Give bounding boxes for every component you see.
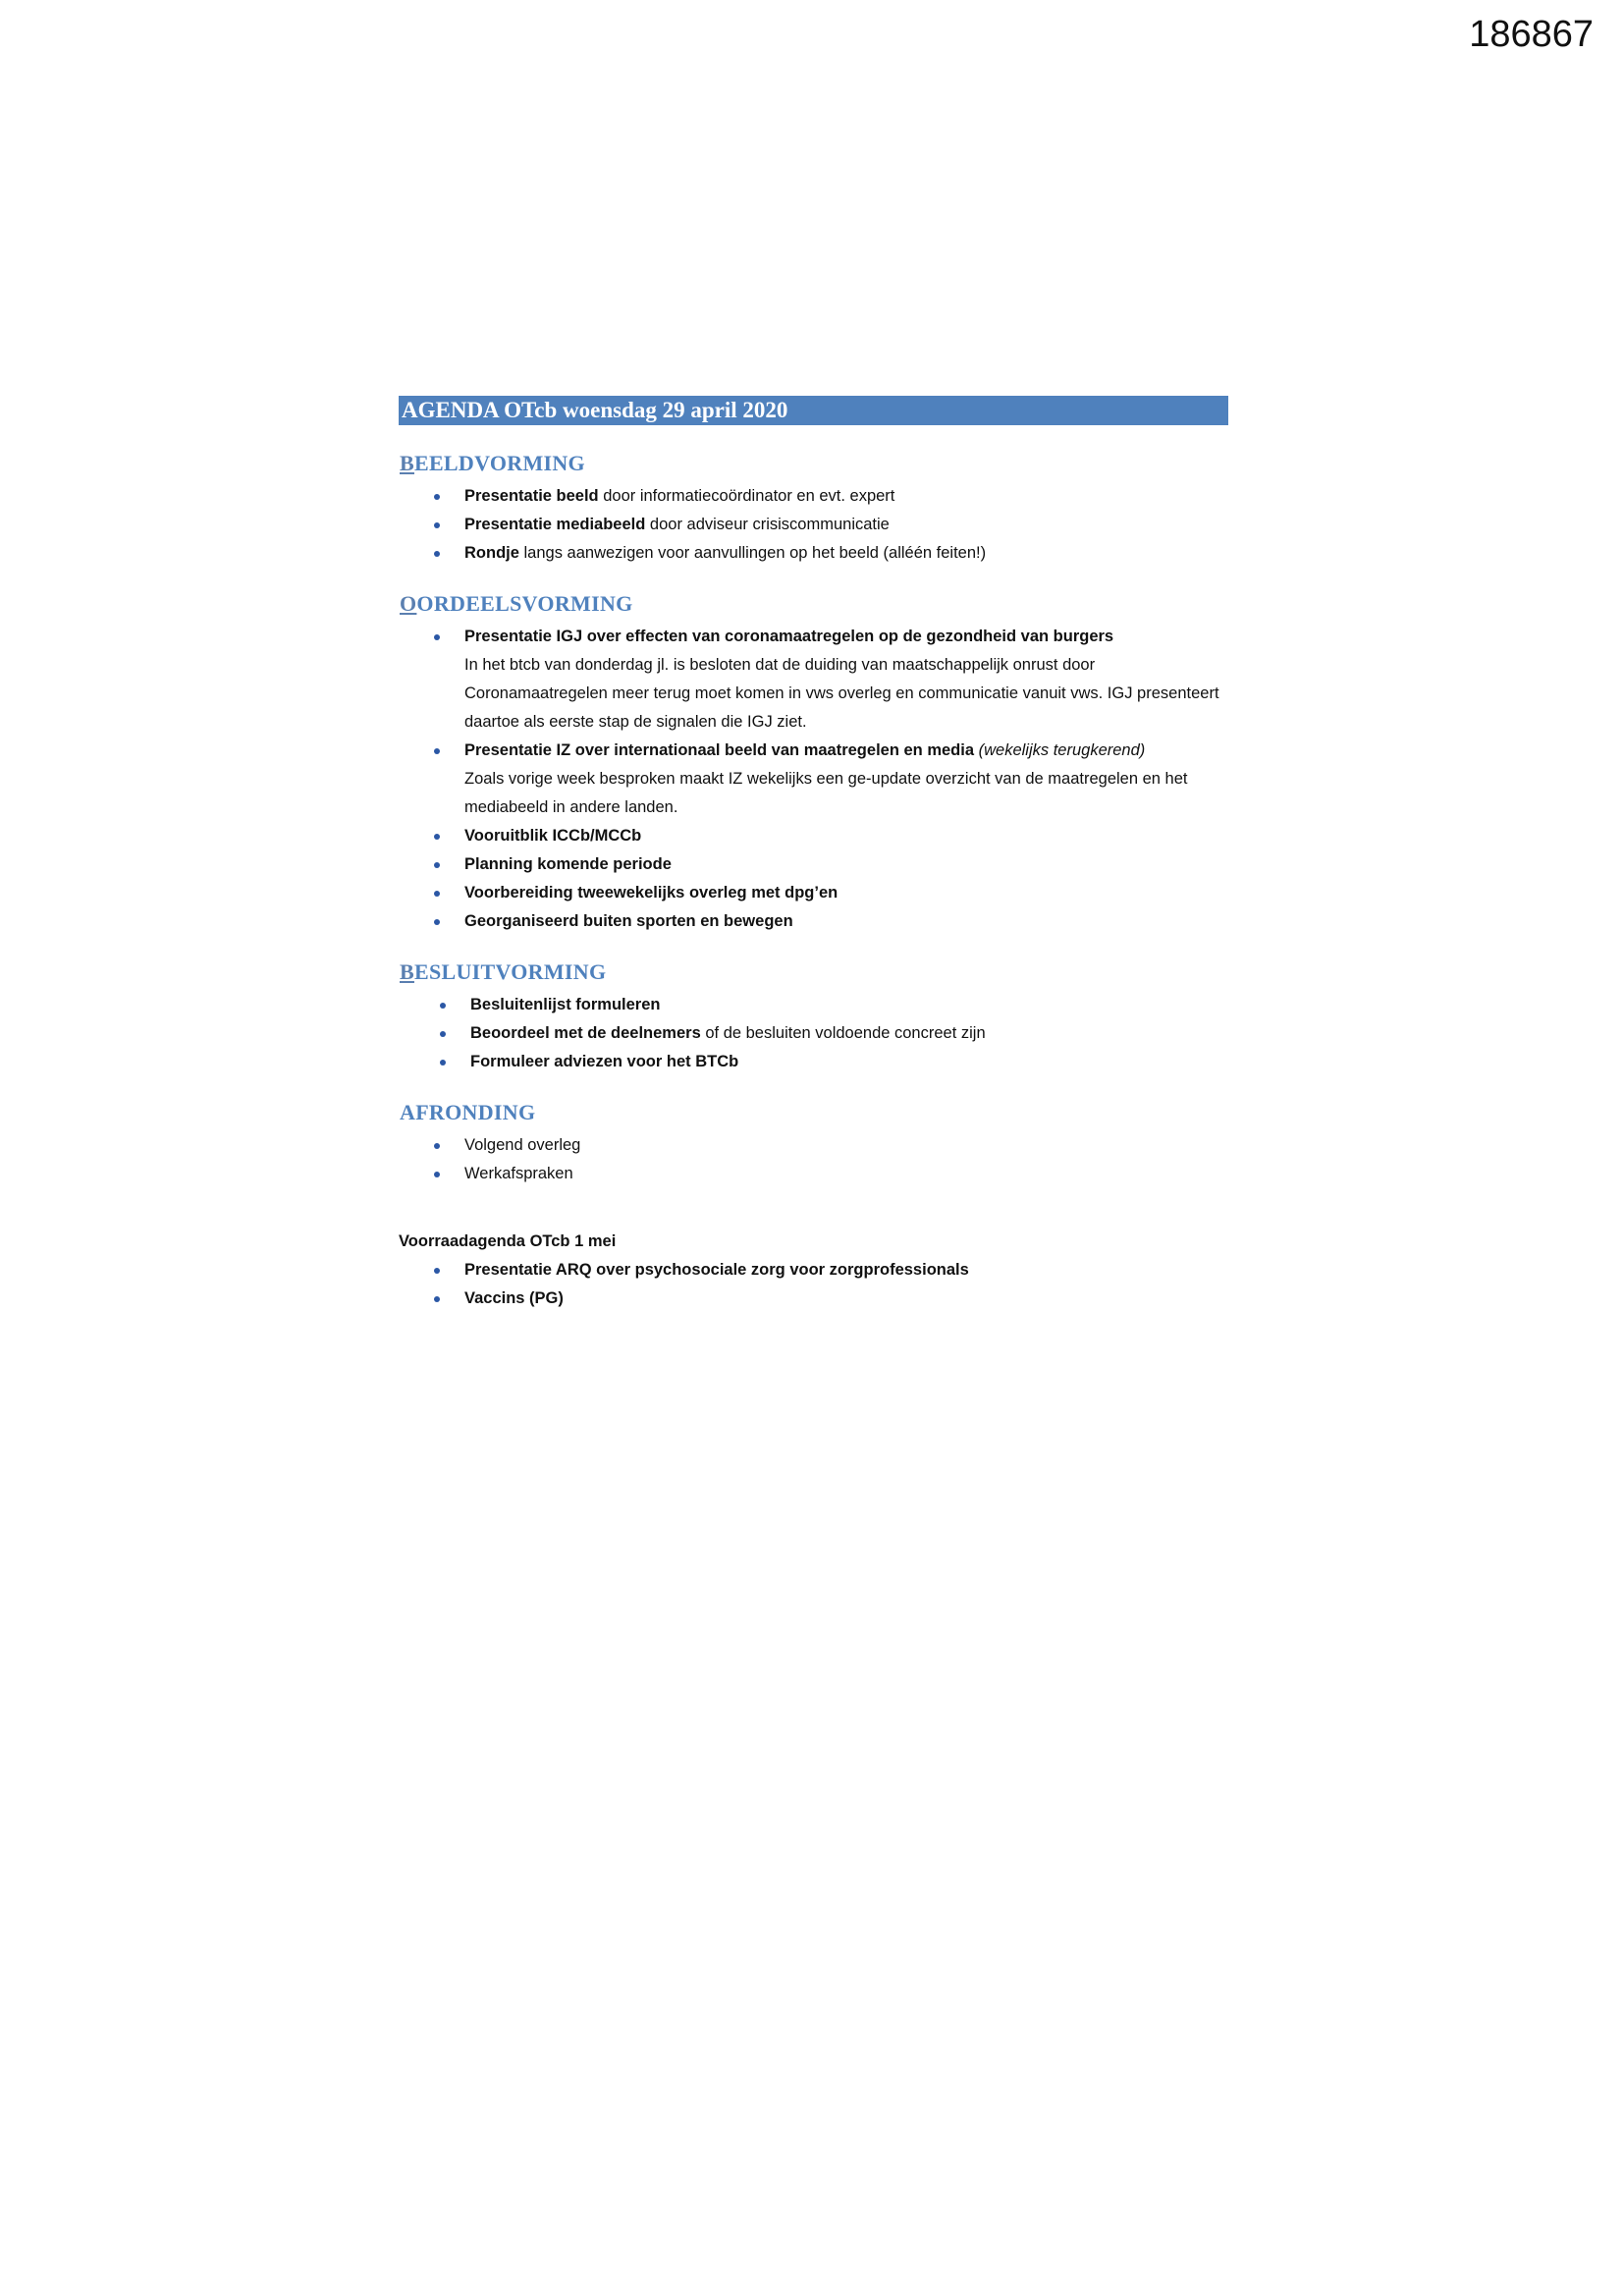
besluitvorming-list bbox=[399, 991, 1228, 1076]
beeldvorming-list bbox=[399, 482, 1228, 568]
voorraad-agenda-title: Voorraadagenda OTcb 1 mei bbox=[399, 1232, 617, 1250]
list-item bbox=[399, 879, 1228, 907]
list-item bbox=[399, 482, 1228, 511]
heading-initial: B bbox=[400, 451, 414, 475]
item-bold: Rondje bbox=[464, 544, 519, 562]
heading-rest: ORDEELSVORMING bbox=[416, 591, 633, 616]
section-heading-besluitvorming bbox=[400, 957, 1228, 987]
section-heading-oordeelsvorming bbox=[400, 589, 1228, 619]
item-text: door informatiecoördinator en evt. expert bbox=[598, 487, 895, 505]
item-bold: Formuleer adviezen voor het BTCb bbox=[470, 1053, 739, 1070]
item-bold: Presentatie IZ over internationaal beeld van maatregelen en media bbox=[464, 741, 975, 759]
list-item: Vaccins (PG) bbox=[399, 1285, 1228, 1313]
section-besluitvorming bbox=[399, 957, 1228, 1076]
item-bold: Planning komende periode bbox=[464, 855, 672, 873]
item-description: Zoals vorige week besproken maakt IZ wekelijks een ge-update overzicht van de maatregelen en het mediabeeld in andere landen. bbox=[464, 770, 1188, 816]
item-text: door adviseur crisiscommunicatie bbox=[645, 516, 890, 533]
afronding-list bbox=[399, 1131, 1228, 1188]
oordeelsvorming-list bbox=[399, 623, 1228, 936]
section-heading-afronding: AFRONDING bbox=[400, 1100, 536, 1124]
agenda-document bbox=[399, 396, 1228, 1313]
list-item bbox=[399, 539, 1228, 568]
heading-initial: O bbox=[400, 591, 417, 616]
heading-rest: EELDVORMING bbox=[413, 451, 585, 475]
item-bold: Presentatie IGJ over effecten van coronamaatregelen op de gezondheid van burgers bbox=[464, 628, 1114, 645]
item-bold: Presentatie beeld bbox=[464, 487, 599, 505]
item-bold: Voorbereiding tweewekelijks overleg met dpg’en bbox=[464, 884, 839, 902]
list-item bbox=[399, 991, 1228, 1019]
heading-initial: B bbox=[400, 959, 414, 984]
item-text: langs aanwezigen voor aanvullingen op het beeld (alléén feiten!) bbox=[518, 544, 987, 562]
item-bold: Vooruitblik ICCb/MCCb bbox=[464, 827, 642, 845]
list-item bbox=[399, 623, 1228, 737]
item-italic-note: (wekelijks terugkerend) bbox=[974, 741, 1146, 759]
list-item bbox=[399, 1048, 1228, 1076]
list-item: Volgend overleg bbox=[399, 1131, 1228, 1160]
section-heading-beeldvorming bbox=[400, 449, 1228, 478]
list-item bbox=[399, 737, 1228, 822]
heading-rest: ESLUITVORMING bbox=[413, 959, 607, 984]
item-text: of de besluiten voldoende concreet zijn bbox=[700, 1024, 986, 1042]
list-item bbox=[399, 822, 1228, 850]
list-item bbox=[399, 907, 1228, 936]
section-oordeelsvorming bbox=[399, 589, 1228, 936]
agenda-title: AGENDA OTcb woensdag 29 april 2020 bbox=[399, 396, 1228, 425]
section-afronding bbox=[399, 1098, 1228, 1188]
voorraad-list bbox=[399, 1256, 1228, 1313]
item-bold: Beoordeel met de deelnemers bbox=[470, 1024, 701, 1042]
list-item bbox=[399, 850, 1228, 879]
item-bold: Besluitenlijst formuleren bbox=[470, 996, 661, 1013]
item-bold: Georganiseerd buiten sporten en bewegen bbox=[464, 912, 793, 930]
list-item: Presentatie ARQ over psychosociale zorg voor zorgprofessionals bbox=[399, 1256, 1228, 1285]
document-id: 186867 bbox=[1469, 14, 1594, 55]
list-item: Werkafspraken bbox=[399, 1160, 1228, 1188]
item-bold: Presentatie mediabeeld bbox=[464, 516, 646, 533]
section-beeldvorming bbox=[399, 449, 1228, 568]
item-description: In het btcb van donderdag jl. is besloten dat de duiding van maatschappelijk onrust door Coronamaatregelen meer terug moet komen in vws overleg en communicatie vanuit vws. IGJ presenteert daartoe als eerste stap de signalen die IGJ ziet. bbox=[464, 656, 1219, 731]
list-item bbox=[399, 511, 1228, 539]
list-item bbox=[399, 1019, 1228, 1048]
